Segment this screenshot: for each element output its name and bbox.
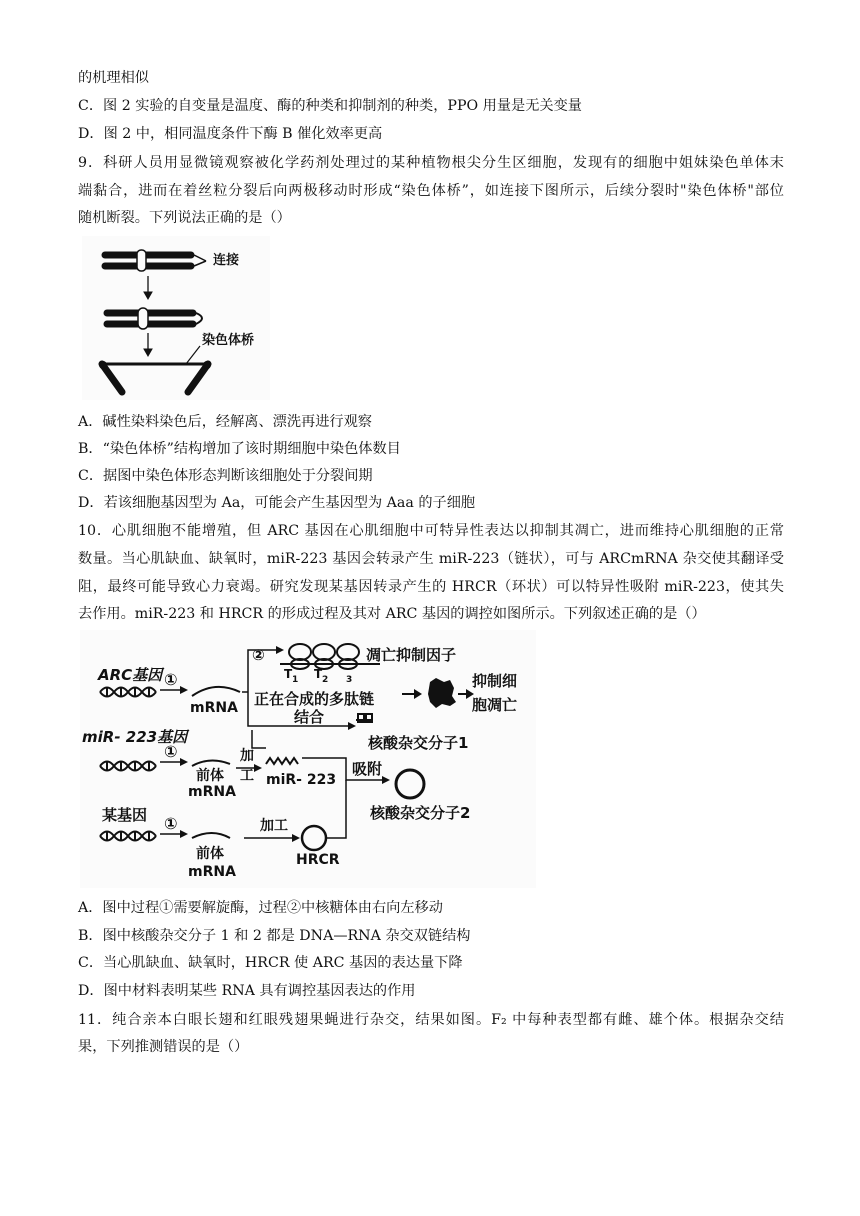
t2-label: T bbox=[314, 667, 323, 681]
step-1-label: ① bbox=[164, 814, 178, 833]
t1-sub: 1 bbox=[292, 675, 299, 685]
polypeptide-label: 正在合成的多肽链 bbox=[254, 690, 375, 708]
mrna-label: mRNA bbox=[190, 700, 238, 716]
question-10-line-2: 数量。当心肌缺血、缺氧时，miR-223 基因会转录产生 miR-223（链状），可与 ARCmRNA 杂交使其翻译受 bbox=[78, 551, 784, 567]
connected-chromosome bbox=[102, 250, 206, 271]
step-1-label: ① bbox=[164, 742, 178, 761]
bridge-label: 染色体桥 bbox=[202, 333, 255, 348]
q9-option-a: A．碱性染料染色后，经解离、漂洗再进行观察 bbox=[78, 414, 372, 430]
anaphase-bridge bbox=[100, 362, 211, 393]
step-2-label: ② bbox=[252, 646, 265, 664]
question-11-line-1: 11．纯合亲本白眼长翅和红眼残翅果蝇进行杂交，结果如图。F₂ 中每种表型都有雌、雄个体。根据杂交结 bbox=[78, 1012, 784, 1028]
q9-option-b: B．“染色体桥”结构增加了该时期细胞中染色体数目 bbox=[78, 441, 401, 457]
pre-mrna-label: 前体 bbox=[196, 846, 224, 862]
hrcr-label: HRCR bbox=[296, 852, 340, 868]
pre-mrna-label: 前体 bbox=[196, 768, 224, 784]
question-10-line-1: 10．心肌细胞不能增殖，但 ARC 基因在心肌细胞中可特异性表达以抑制其凋亡，进而维持心肌细胞的正常 bbox=[78, 523, 784, 539]
question-11-line-2: 果，下列推测错误的是（） bbox=[78, 1039, 249, 1055]
question-10-line-4: 去作用。miR-223 和 HRCR 的形成过程及其对 ARC 基因的调控如图所示。下列叙述正确的是（） bbox=[78, 606, 706, 622]
arc-regulation-figure bbox=[80, 630, 536, 888]
inhibit-line-2: 胞凋亡 bbox=[472, 696, 518, 714]
pre-mrna-label-2: mRNA bbox=[188, 784, 236, 800]
arc-gene-label: ARC基因 bbox=[98, 666, 163, 684]
question-9-line-2: 端黏合，进而在着丝粒分裂后向两极移动时形成“染色体桥”，如连接下图所示，后续分裂时"染色体桥"部位 bbox=[78, 183, 784, 199]
mrna-strand bbox=[192, 687, 240, 696]
option-d: D．图 2 中，相同温度条件下酶 B 催化效率更高 bbox=[78, 126, 383, 142]
question-9-line-3: 随机断裂。下列说法正确的是（） bbox=[78, 210, 291, 226]
inhibit-line-1: 抑制细 bbox=[472, 672, 518, 690]
protein-icon bbox=[428, 678, 456, 708]
hybrid-1-label: 核酸杂交分子1 bbox=[368, 734, 469, 752]
dna-helix-icon bbox=[100, 832, 156, 841]
t2-sub: 2 bbox=[322, 675, 329, 685]
q10-option-d: D．图中材料表明某些 RNA 具有调控基因表达的作用 bbox=[78, 983, 416, 999]
text-line: 的机理相似 bbox=[78, 70, 149, 86]
question-10-line-3: 阻，最终可能导致心力衰竭。研究发现某基因转录产生的 HRCR（环状）可以特异性吸附 miR-223，使其失 bbox=[78, 579, 784, 595]
mir223-label: miR- 223 bbox=[266, 772, 337, 788]
pre-mrna-strand bbox=[192, 760, 230, 766]
hybrid-2-label: 核酸杂交分子2 bbox=[370, 804, 471, 822]
option-c: C．图 2 实验的自变量是温度、酶的种类和抑制剂的种类，PPO 用量是无关变量 bbox=[78, 98, 582, 114]
mir-gene-label: miR- 223基因 bbox=[82, 728, 188, 746]
hybrid-molecule-1-icon bbox=[356, 714, 372, 722]
adsorb-label: 吸附 bbox=[352, 760, 383, 778]
bridge-pointer-line bbox=[186, 346, 200, 364]
question-9-line-1: 9．科研人员用显微镜观察被化学药剂处理过的某种植物根尖分生区细胞，发现有的细胞中姐妹染色单体末 bbox=[78, 155, 784, 171]
t3-label: 3 bbox=[346, 675, 353, 685]
connect-label: 连接 bbox=[213, 253, 240, 268]
arrow-down-icon bbox=[144, 333, 152, 356]
q10-option-c: C．当心肌缺血、缺氧时，HRCR 使 ARC 基因的表达量下降 bbox=[78, 955, 463, 971]
hybrid-molecule-2-icon bbox=[396, 770, 424, 798]
q9-option-d: D．若该细胞基因型为 Aa，可能会产生基因型为 Aaa 的子细胞 bbox=[78, 495, 476, 511]
mir223-strand bbox=[266, 758, 298, 764]
dna-helix-icon bbox=[100, 688, 156, 697]
q9-option-c: C．据图中染色体形态判断该细胞处于分裂间期 bbox=[78, 468, 373, 484]
ribosome-icon bbox=[289, 644, 359, 669]
q10-option-b: B．图中核酸杂交分子 1 和 2 都是 DNA—RNA 杂交双链结构 bbox=[78, 928, 471, 944]
process-label: 加工 bbox=[260, 818, 288, 834]
apoptosis-factor-label: 凋亡抑制因子 bbox=[366, 646, 457, 664]
arrow-down-icon bbox=[144, 276, 152, 299]
hrcr-circle-icon bbox=[302, 826, 326, 850]
t1-label: T bbox=[284, 667, 293, 681]
process-label-1: 加 bbox=[240, 748, 254, 764]
forming-bridge-chromosome bbox=[104, 308, 202, 329]
step-1-label: ① bbox=[164, 670, 178, 689]
process-label-2: 工 bbox=[240, 768, 254, 784]
some-gene-label: 某基因 bbox=[102, 806, 148, 824]
q10-option-a: A．图中过程①需要解旋酶，过程②中核糖体由右向左移动 bbox=[78, 900, 443, 916]
chromosome-bridge-figure bbox=[82, 236, 270, 400]
bind-label: 结合 bbox=[294, 708, 325, 726]
dna-helix-icon bbox=[100, 762, 156, 771]
pre-mrna-strand bbox=[192, 833, 230, 838]
pre-mrna-label-2: mRNA bbox=[188, 864, 236, 880]
